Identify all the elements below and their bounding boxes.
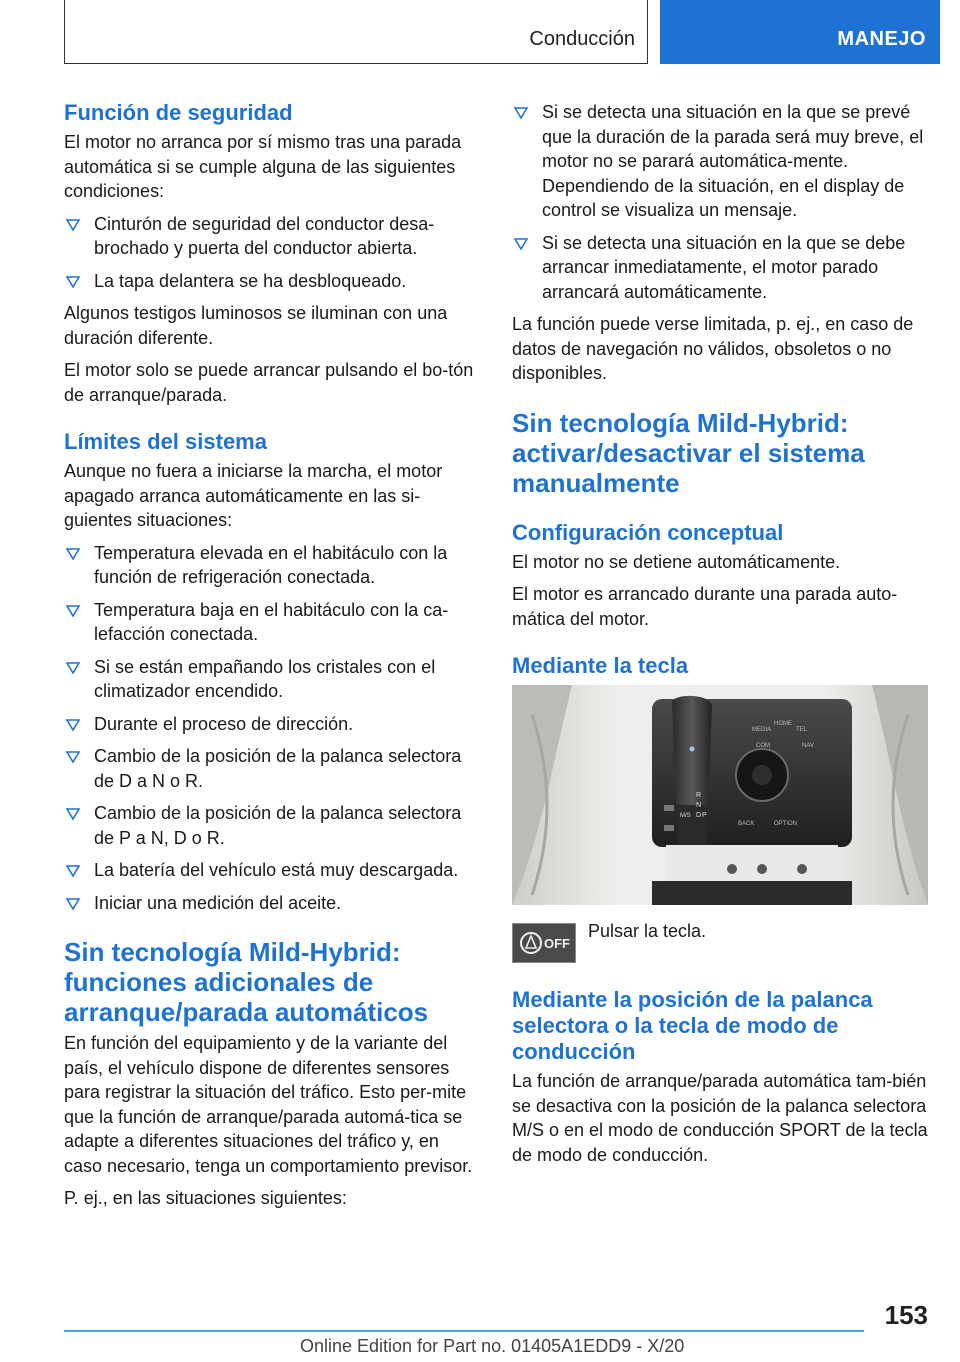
list-item-text: Temperatura baja en el habitáculo con la ca‐lefacción conectada. bbox=[94, 599, 449, 644]
list-item-text: La tapa delantera se ha desbloqueado. bbox=[94, 270, 407, 291]
paragraph-start-button: El motor solo se puede arrancar pulsando el bo‐tón de arranque/parada. bbox=[64, 360, 474, 405]
triangle-bullet-icon bbox=[66, 860, 82, 880]
triangle-bullet-icon bbox=[66, 600, 82, 620]
header-chapter-tab bbox=[660, 0, 940, 64]
paragraph-concept-2: El motor es arrancado durante una parada auto‐mática del motor. bbox=[512, 584, 898, 629]
paragraph-press-button: Pulsar la tecla. bbox=[588, 921, 707, 941]
heading-system-limits: Límites del sistema bbox=[64, 429, 267, 454]
list-item-text: Si se detecta una situación en la que se prevé que la duración de la parada será muy breve, el motor no se parará automática‐mente. Dependiendo de la situación, en el display de control se visualiza un mensaje. bbox=[542, 102, 924, 220]
photo-label-com: COM bbox=[756, 743, 770, 749]
list-item-text: Cambio de la posición de la palanca selectora de D a N o R. bbox=[94, 746, 462, 791]
heading-manual-activation: Sin tecnología Mild-Hybrid: activar/desactivar el sistema manualmente bbox=[512, 407, 865, 498]
paragraph-selector: La función de arranque/parada automática tam‐bién se desactiva con la posición de la palanca selectora M/S o en el modo de conducción SPORT de la tecla de modo de conducción. bbox=[512, 1071, 928, 1165]
triangle-bullet-icon bbox=[66, 893, 82, 913]
auto-start-stop-off-icon bbox=[512, 923, 576, 963]
triangle-bullet-icon bbox=[66, 214, 82, 234]
list-item-text: Cambio de la posición de la palanca selectora de P a N, D o R. bbox=[94, 803, 462, 848]
photo-label-tel: TEL bbox=[796, 727, 808, 733]
triangle-bullet-icon bbox=[514, 233, 530, 253]
photo-label-media: MEDIA bbox=[752, 727, 772, 733]
list-item bbox=[64, 541, 480, 590]
list-item bbox=[64, 598, 480, 647]
page-number: 153 bbox=[884, 1300, 928, 1330]
triangle-bullet-icon bbox=[66, 657, 82, 677]
list-item bbox=[64, 858, 480, 883]
paragraph-concept-1: El motor no se detiene automáticamente. bbox=[512, 551, 841, 572]
photo-label-nav: NAV bbox=[802, 743, 814, 749]
triangle-bullet-icon bbox=[514, 102, 530, 122]
triangle-bullet-icon bbox=[66, 271, 82, 291]
paragraph-security: El motor no arranca por sí mismo tras una parada automática si se cumple alguna de las siguientes condiciones: bbox=[64, 132, 462, 201]
list-item bbox=[512, 231, 928, 305]
list-item bbox=[64, 744, 480, 793]
limits-list bbox=[64, 541, 480, 916]
heading-mild-hybrid-functions: Sin tecnología Mild-Hybrid: funciones adicionales de arranque/parada automáticos bbox=[64, 937, 429, 1027]
triangle-bullet-icon bbox=[66, 543, 82, 563]
paragraph-lights: Algunos testigos luminosos se iluminan con una duración diferente. bbox=[64, 303, 448, 348]
footer-edition-text: Online Edition for Part no. 01405A1EDD9 - X/20 bbox=[300, 1336, 685, 1356]
situations-list bbox=[512, 100, 928, 304]
list-item-text: Iniciar una medición del aceite. bbox=[94, 892, 342, 913]
footer-divider bbox=[64, 1330, 864, 1332]
header-chapter-title: MANEJO bbox=[837, 28, 926, 50]
photo-label-ms: M/S bbox=[680, 813, 691, 819]
list-item bbox=[512, 100, 928, 223]
header-section-box bbox=[64, 0, 648, 64]
list-item-text: Temperatura elevada en el habitáculo con la función de refrigeración conectada. bbox=[94, 542, 448, 587]
heading-conceptual-config: Configuración conceptual bbox=[512, 519, 784, 545]
triangle-bullet-icon bbox=[66, 746, 82, 766]
list-item bbox=[64, 801, 480, 850]
paragraph-function-limited: La función puede verse limitada, p. ej., en caso de datos de navegación no válidos, obsoletos o no disponibles. bbox=[512, 314, 914, 383]
triangle-bullet-icon bbox=[66, 714, 82, 734]
list-item bbox=[64, 891, 480, 916]
security-conditions-list bbox=[64, 212, 480, 294]
paragraph-examples: P. ej., en las situaciones siguientes: bbox=[64, 1188, 347, 1208]
photo-gear-r: R bbox=[696, 792, 702, 799]
list-item-text: La batería del vehículo está muy descargada. bbox=[94, 860, 459, 880]
header-section-title: Conducción bbox=[529, 28, 635, 50]
left-column bbox=[64, 100, 480, 1219]
list-item-text: Cinturón de seguridad del conductor desa‐brochado y puerta del conductor abierta. bbox=[94, 213, 435, 258]
list-item-text: Si se detecta una situación en la que se debe arrancar inmediatamente, el motor parado arrancará automáticamente. bbox=[542, 232, 906, 302]
list-item bbox=[64, 212, 480, 261]
photo-label-back: BACK bbox=[738, 821, 755, 827]
list-item-text: Durante el proceso de dirección. bbox=[94, 713, 354, 734]
photo-label-home: HOME bbox=[774, 721, 792, 727]
heading-security-function: Función de seguridad bbox=[64, 100, 293, 125]
right-column bbox=[512, 100, 928, 1175]
heading-via-button: Mediante la tecla bbox=[512, 653, 689, 678]
photo-gear-n: N bbox=[696, 802, 702, 809]
list-item bbox=[64, 712, 480, 737]
photo-label-option: OPTION bbox=[774, 821, 798, 827]
triangle-bullet-icon bbox=[66, 803, 82, 823]
list-item bbox=[64, 269, 480, 294]
photo-gear-d: D bbox=[696, 812, 702, 819]
heading-selector-lever: Mediante la posición de la palanca selectora o la tecla de modo de conducción bbox=[512, 987, 873, 1064]
paragraph-limits: Aunque no fuera a iniciarse la marcha, el motor apagado arranca automáticamente en las si‐guientes situaciones: bbox=[64, 461, 443, 530]
photo-gear-p: P bbox=[702, 812, 707, 819]
off-button-label: OFF bbox=[544, 936, 570, 951]
list-item bbox=[64, 655, 480, 704]
center-console-photo bbox=[512, 685, 928, 905]
paragraph-mild-hybrid: En función del equipamiento y de la variante del país, el vehículo dispone de diferentes sensores para registrar la situación del tráfico. Esto per‐mite que la función de arranque/parada automá‐tica se adapte a diferentes situaciones del tráfico y, en caso necesario, tenga un comportamiento previsor. bbox=[64, 1033, 473, 1176]
off-button-row bbox=[512, 919, 928, 965]
list-item-text: Si se están empañando los cristales con el climatizador encendido. bbox=[94, 656, 436, 701]
